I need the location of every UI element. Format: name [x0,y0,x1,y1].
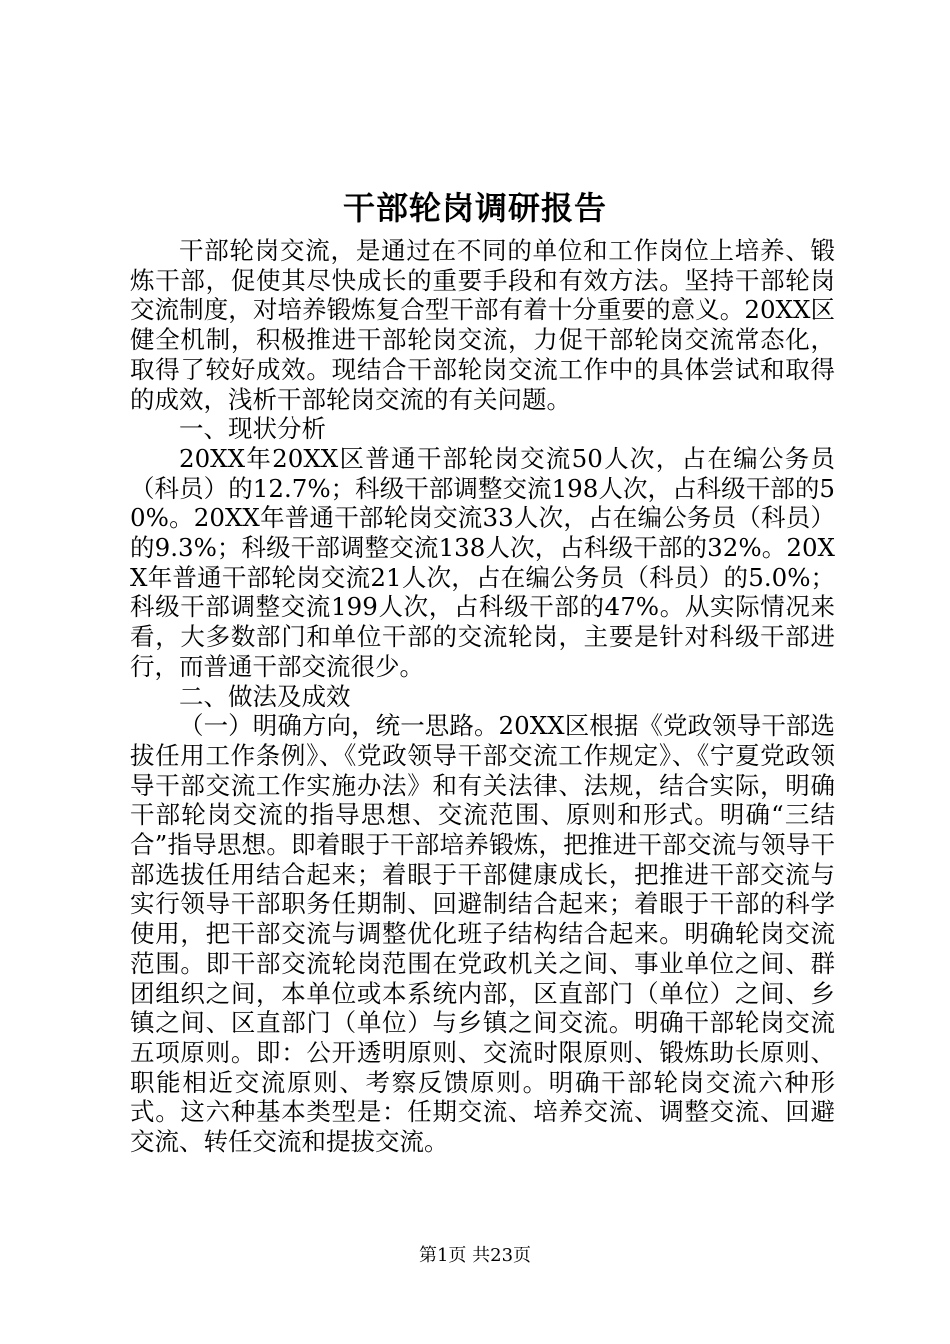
document-body [130,236,835,1157]
paragraph-status: 20XX年20XX区普通干部轮岗交流50人次，占在编公务员（科员）的12.7%；科级干部调整交流198人次，占科级干部的50%。20XX年普通干部轮岗交流33人次，占在编公务员（科员）的9.3%；科级干部调整交流138人次，占科级干部的32%。20XX年普通干部轮岗交流21人次，占在编公务员（科员）的5.0%；科级干部调整交流199人次，占科级干部的47%。从实际情况来看，大多数部门和单位干部的交流轮岗，主要是针对科级干部进行，而普通干部交流很少。 [130,443,835,681]
paragraph-intro: 干部轮岗交流，是通过在不同的单位和工作岗位上培养、锻炼干部，促使其尽快成长的重要手段和有效方法。坚持干部轮岗交流制度，对培养锻炼复合型干部有着十分重要的意义。20XX区健全机制，积极推进干部轮岗交流，力促干部轮岗交流常态化，取得了较好成效。现结合干部轮岗交流工作中的具体尝试和取得的成效，浅析干部轮岗交流的有关问题。 [130,236,835,414]
section-heading-status: 一、现状分析 [179,414,326,444]
document-title: 干部轮岗调研报告 [342,189,607,227]
section-heading-practice: 二、做法及成效 [179,681,351,711]
page-footer: 第1页 共23页 [418,1245,532,1266]
paragraph-practice: （一）明确方向，统一思路。20XX区根据《党政领导干部选拔任用工作条例》、《党政领导干部交流工作规定》、《宁夏党政领导干部交流工作实施办法》和有关法律、法规，结合实际，明确干部轮岗交流的指导思想、交流范围、原则和形式。明确“三结合”指导思想。即着眼于干部培养锻炼，把推进干部交流与领导干部选拔任用结合起来；着眼于干部健康成长，把推进干部交流与实行领导干部职务任期制、回避制结合起来；着眼于干部的科学使用，把干部交流与调整优化班子结构结合起来。明确轮岗交流范围。即干部交流轮岗范围在党政机关之间、事业单位之间、群团组织之间，本单位或本系统内部，区直部门（单位）之间、乡镇之间、区直部门（单位）与乡镇之间交流。明确干部轮岗交流五项原则。即：公开透明原则、交流时限原则、锻炼助长原则、职能相近交流原则、考察反馈原则。明确干部轮岗交流六种形式。这六种基本类型是：任期交流、培养交流、调整交流、回避交流、转任交流和提拔交流。 [130,711,835,1157]
